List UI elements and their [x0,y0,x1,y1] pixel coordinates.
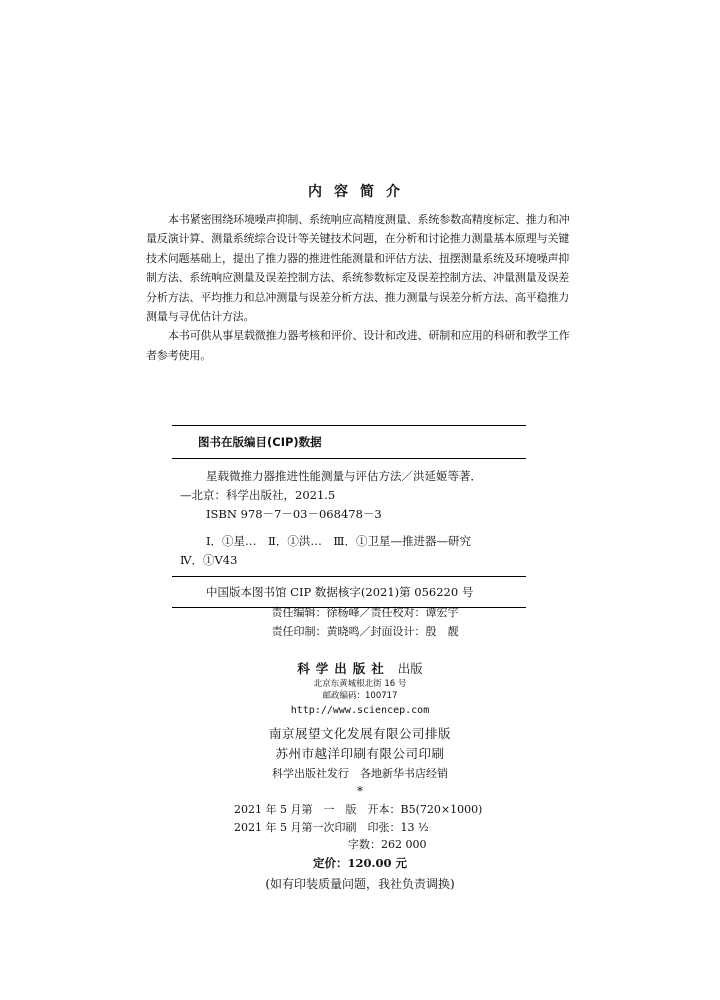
separator-asterisk: * [357,784,363,798]
publisher-url: http://www.sciencep.com [290,705,430,716]
cip-classification-1: Ⅰ．①星… Ⅱ．①洪… Ⅲ．①卫星—推进器—研究 [206,534,471,548]
edition-block [234,801,534,854]
summary-title: 内容简介 [308,184,412,200]
distributor-line: 科学出版社发行 各地新华书店经销 [272,767,448,780]
summary-paragraph: 本书紧密围绕环境噪声抑制、系统响应高精度测量、系统参数高精度标定、推力和冲量反演计算、测量系统综合设计等关键技术问题，在分析和讨论推力测量基本原理与关键技术问题基础上，提出了推力器的推进性能测量和评估方法、扭摆测量系统及环境噪声抑制方法、系统响应测量及误差控制方法、系统参数标定及误差控制方法、冲量测量及误差分析方法、平均推力和总冲测量与误差分析方法、推力测量与误差分析方法、高平稳推力测量与寻优估计方法。 [146,213,570,324]
word-count: 字数：262 000 [348,838,427,851]
publisher-name: 科学出版社 [297,661,390,676]
printing-block [0,724,720,783]
staff-credits [0,603,720,641]
cip-title-line: 星载微推力器推进性能测量与评估方法／洪延姬等著． [206,469,482,483]
staff-line: 责任编辑：徐杨峰／责任校对：谭宏宇 [271,606,459,619]
publisher-suffix: 出版 [397,661,423,676]
cip-publisher-line: —北京：科学出版社，2021.5 [180,488,336,502]
cip-record-number: 中国版本图书馆 CIP 数据核字(2021)第 056220 号 [206,585,474,599]
price: 定价：120.00 元 [312,856,407,870]
cip-classification-2: Ⅳ．①V43 [180,553,238,567]
publisher-block [0,660,720,719]
printing-line: 2021 年 5 月第一次印刷 印张：13 ½ [234,820,429,834]
publisher-postcode: 邮政编码：100717 [322,691,398,701]
publisher-address: 北京东黄城根北街 16 号 [313,679,407,689]
summary-section [146,210,576,365]
summary-paragraph: 本书可供从事星载微推力器考核和评价、设计和改进、研制和应用的科研和教学工作者参考使用。 [146,329,570,362]
cip-data-block [172,425,526,608]
cip-isbn: ISBN 978－7－03－068478－3 [206,507,382,521]
cip-header: 图书在版编目(CIP)数据 [198,435,322,449]
quality-notice: (如有印装质量问题，我社负责调换) [265,877,455,891]
printer-line: 苏州市越洋印刷有限公司印刷 [275,746,445,761]
typesetter-line: 南京展望文化发展有限公司排版 [268,726,451,741]
edition-line: 2021 年 5 月第 一 版 开本：B5(720×1000) [234,803,483,816]
cip-body [172,459,526,570]
staff-line: 责任印制：黄晓鸣／封面设计：殷 靓 [271,625,459,638]
